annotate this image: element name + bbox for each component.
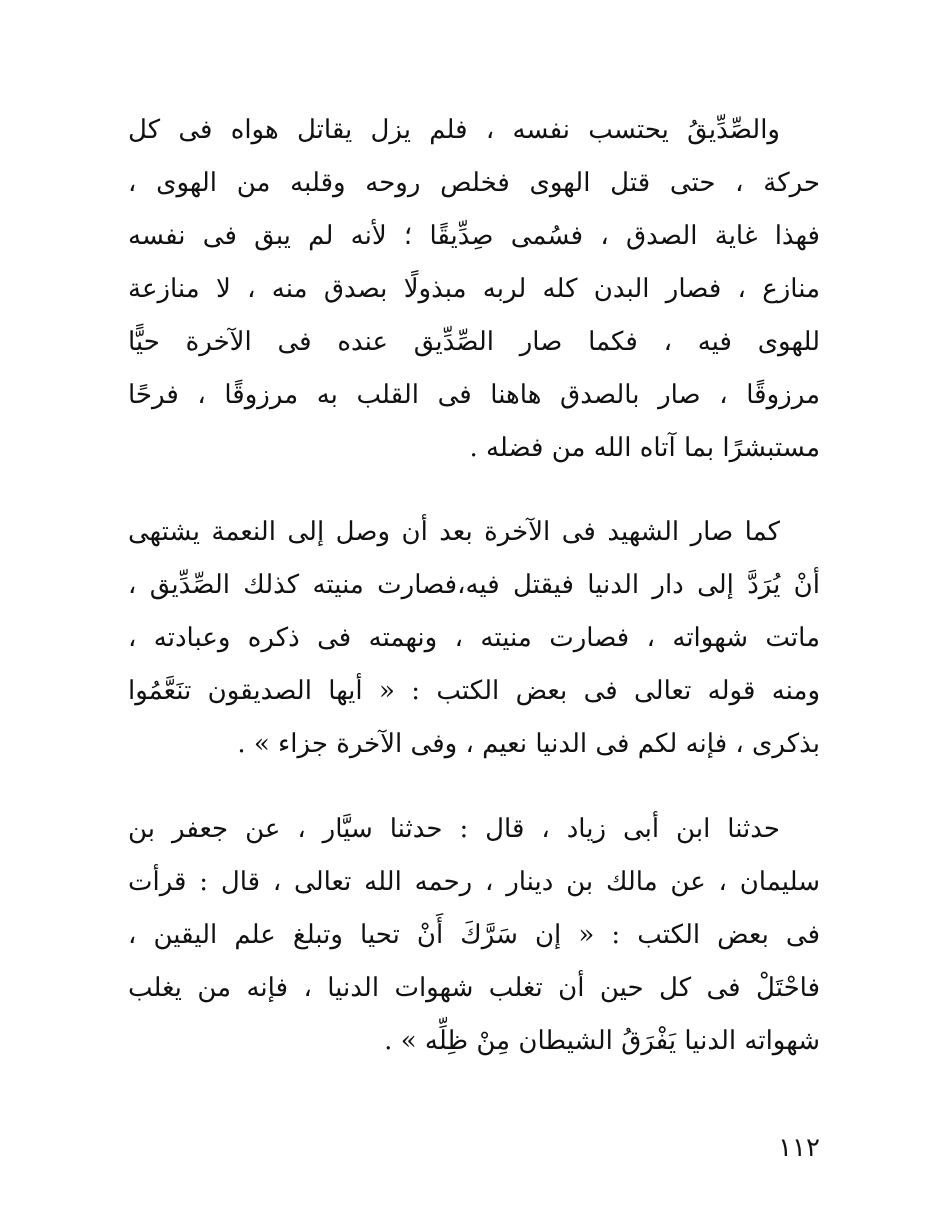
page-number: ١١٢ [778, 1133, 820, 1163]
text-line: منازع ، فصار البدن كله لربه مبذولًا بصدق منه ، لا منازعة [128, 274, 820, 304]
text-line: للهوى فيه ، فكما صار الصِّدِّيق عنده فى الآخرة حيًّا [128, 327, 820, 357]
paragraph-3 [128, 803, 820, 1068]
text-line: فى بعض الكتب : « إن سَرَّكَ أَنْ تحيا وتبلغ علم اليقين ، [128, 920, 820, 950]
text-line: حركة ، حتى قتل الهوى فخلص روحه وقلبه من الهوى ، [128, 168, 820, 198]
text-line: مرزوقًا ، صار بالصدق هاهنا فى القلب به مرزوقًا ، فرحًا [128, 380, 820, 410]
text-line: ومنه قوله تعالى فى بعض الكتب : « أيها الصديقون تنَعَّمُوا [128, 676, 820, 706]
text-line: والصِّدِّيقُ يحتسب نفسه ، فلم يزل يقاتل هواه فى كل [128, 115, 780, 145]
paragraph-2 [128, 506, 820, 771]
text-line: فاحْتَلْ فى كل حين أن تغلب شهوات الدنيا ، فإنه من يغلب [128, 973, 820, 1003]
text-line: كما صار الشهيد فى الآخرة بعد أن وصل إلى النعمة يشتهى [128, 517, 780, 547]
text-line: أنْ يُرَدَّ إلى دار الدنيا فيقتل فيه،فصارت منيته كذلك الصِّدِّيق ، [128, 570, 820, 600]
text-line: بذكرى ، فإنه لكم فى الدنيا نعيم ، وفى الآخرة جزاء » . [237, 729, 820, 759]
text-line: مستبشرًا بما آتاه الله من فضله . [469, 433, 820, 463]
paragraph-1 [128, 104, 820, 475]
text-line: شهواته الدنيا يَفْرَقُ الشيطان مِنْ ظِلِّه » . [384, 1026, 820, 1056]
text-line: فهذا غاية الصدق ، فسُمى صِدِّيقًا ؛ لأنه لم يبق فى نفسه [128, 221, 820, 251]
text-line: حدثنا ابن أبى زياد ، قال : حدثنا سيَّار ، عن جعفر بن [128, 814, 780, 844]
text-line: ماتت شهواته ، فصارت منيته ، ونهمته فى ذكره وعبادته ، [128, 623, 820, 653]
text-line: سليمان ، عن مالك بن دينار ، رحمه الله تعالى ، قال : قرأت [128, 867, 820, 897]
